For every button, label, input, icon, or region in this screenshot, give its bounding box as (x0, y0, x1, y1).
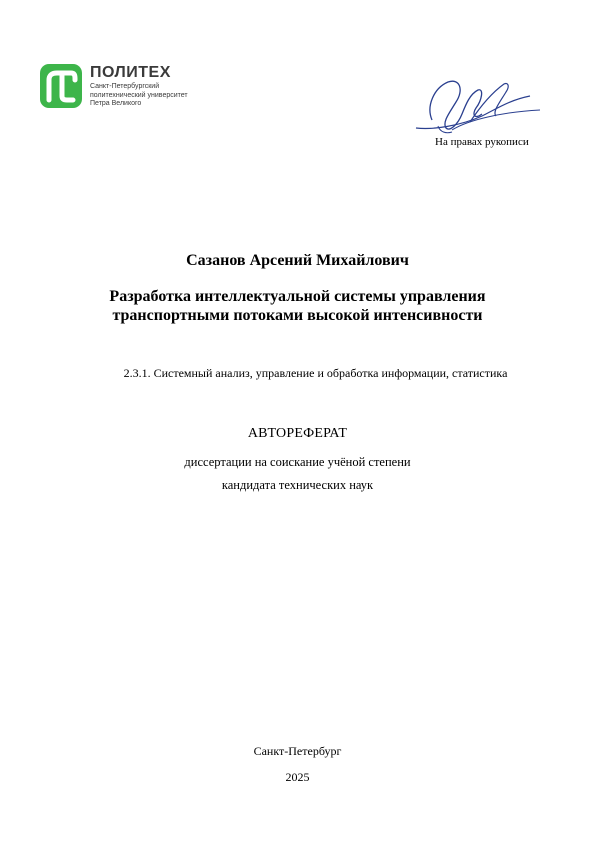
city: Санкт-Петербург (253, 744, 342, 758)
abstract-description (0, 451, 595, 497)
abstract-line: кандидата технических наук (221, 478, 374, 492)
author-name: Сазанов Арсений Михайлович (186, 252, 409, 269)
polytech-logo-icon (40, 64, 82, 108)
logo-subtitle-line: Петра Великого (90, 100, 142, 107)
title-line: транспортными потоками высокой интенсивности (112, 307, 483, 324)
logo-subtitle-line: политехнический университет (90, 91, 188, 99)
abstract-heading: АВТОРЕФЕРАТ (247, 426, 348, 441)
university-logo (40, 64, 215, 110)
handwritten-signature (412, 70, 542, 138)
abstract-line: диссертации на соискание учёной степени (184, 455, 411, 469)
logo-subtitle-line: Санкт-Петербургский (90, 83, 160, 90)
year: 2025 (285, 770, 310, 784)
dissertation-title (0, 287, 595, 325)
logo-subtitle (90, 83, 188, 109)
manuscript-note: На правах рукописи (435, 136, 529, 148)
logo-name: ПОЛИТЕХ (90, 64, 171, 81)
title-line: Разработка интеллектуальной системы управления (109, 288, 486, 305)
specialty-code: 2.3.1. Системный анализ, управление и обработка информации, статистика (123, 366, 508, 380)
